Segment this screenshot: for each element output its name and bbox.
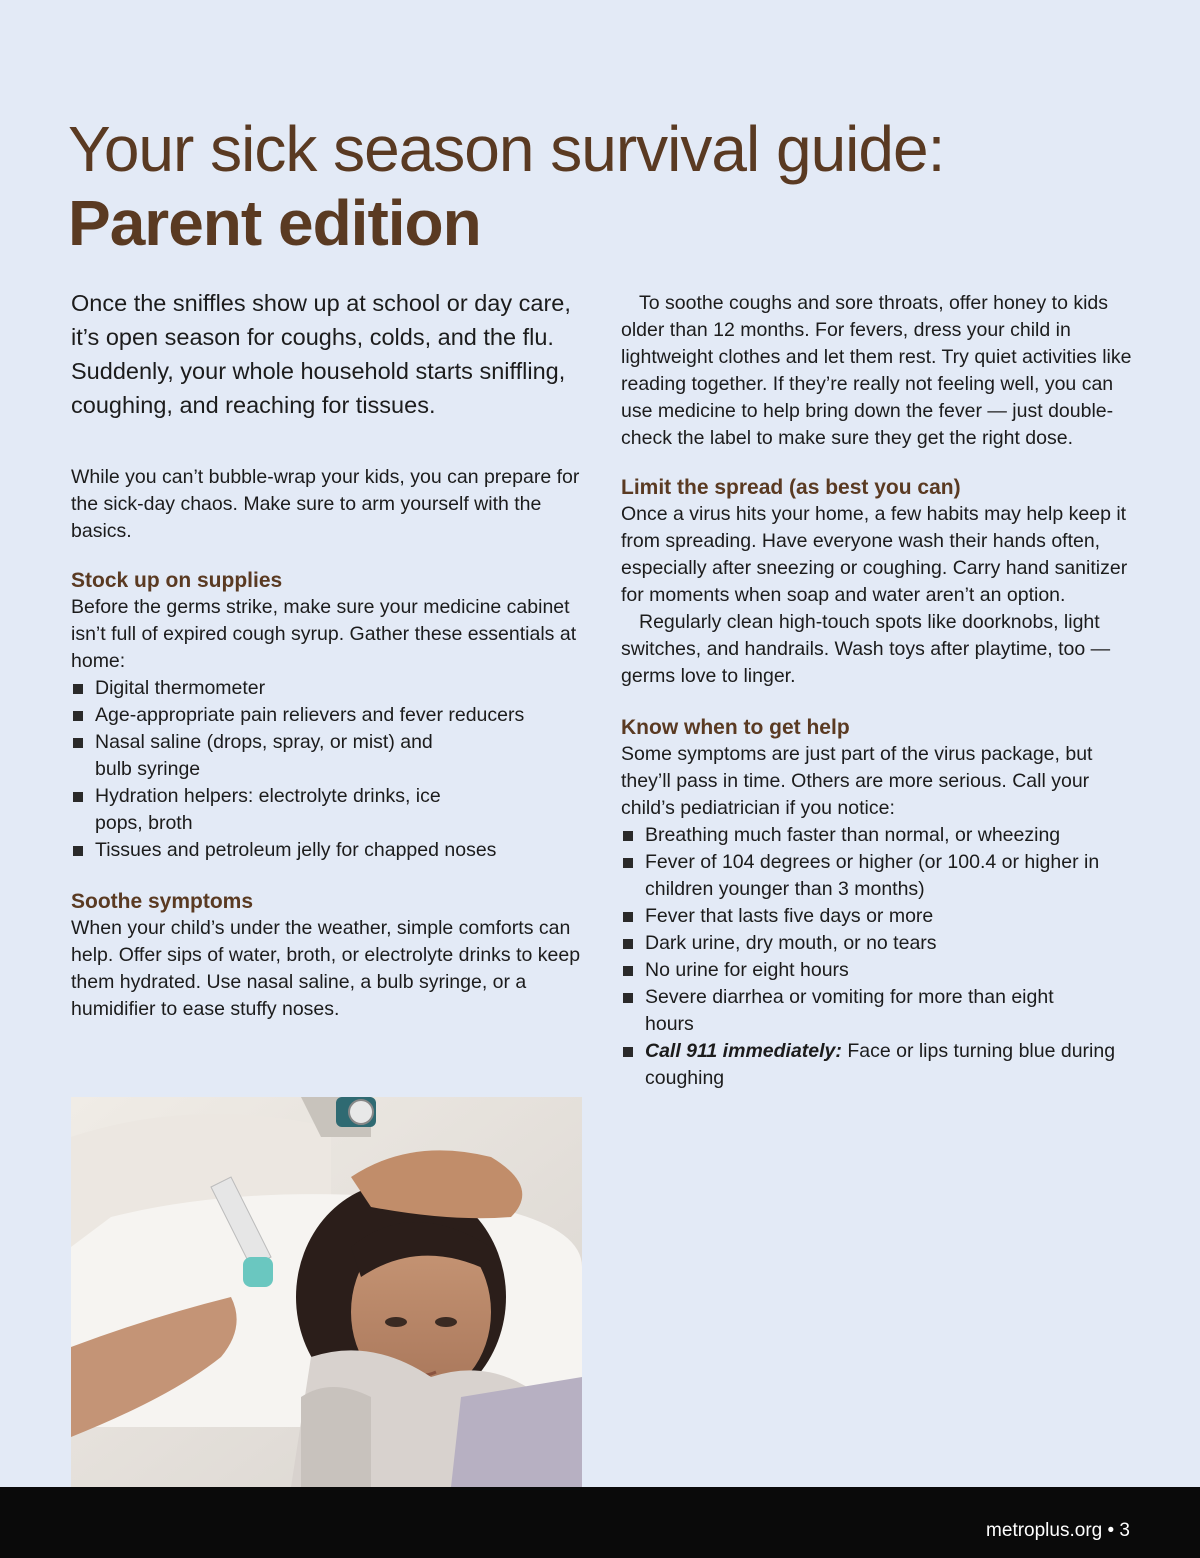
page-title — [68, 112, 1068, 260]
continued-paragraph: To soothe coughs and sore throats, offer honey to kids older than 12 months. For fevers, dress your child in lightweight clothes and let them rest. Try quiet activities like reading together. If they’re really not feeling well, you can use medicine to help bring down the fever — just double-check the label to make sure they get the right dose. — [621, 292, 1132, 449]
list-item: Dark urine, dry mouth, or no tears — [621, 930, 1136, 957]
list-item: Fever of 104 degrees or higher (or 100.4 or higher in children younger than 3 months) — [621, 849, 1136, 903]
stock-text: Before the germs strike, make sure your medicine cabinet isn’t full of expired cough syrup. Gather these essentials at home: — [71, 596, 577, 672]
limit-text-2: Regularly clean high-touch spots like doorknobs, light switches, and handrails. Wash toys after playtime, too — germs love to linger. — [621, 611, 1111, 687]
title-bold: Parent edition — [68, 187, 481, 259]
list-item: No urine for eight hours — [621, 957, 1136, 984]
title-light: Your sick season survival guide: — [68, 113, 945, 185]
emergency-text: Face or lips turning blue during coughing — [645, 1040, 1116, 1089]
footer-page-label: metroplus.org • 3 — [986, 1520, 1130, 1541]
square-bullet-icon — [73, 792, 83, 802]
list-item: Age-appropriate pain relievers and fever reducers — [71, 702, 591, 729]
limit-heading: Limit the spread (as best you can) — [621, 476, 961, 499]
square-bullet-icon — [623, 939, 633, 949]
soothe-text: When your child’s under the weather, simple comforts can help. Offer sips of water, broth, or electrolyte drinks to keep them hydrated. Use nasal saline, a bulb syringe, or a humidifier to ease stuffy noses. — [71, 917, 581, 1020]
square-bullet-icon — [623, 966, 633, 976]
supplies-list — [71, 675, 591, 864]
square-bullet-icon — [623, 1047, 633, 1057]
limit-text-1: Once a virus hits your home, a few habits may help keep it from spreading. Have everyone wash their hands often, especially after sneezing or coughing. Carry hand sanitizer for moments when soap and water aren’t an option. — [621, 503, 1128, 606]
square-bullet-icon — [623, 858, 633, 868]
footer-bar — [0, 1487, 1200, 1558]
help-heading: Know when to get help — [621, 716, 850, 739]
soothe-heading: Soothe symptoms — [71, 890, 254, 913]
child-thermometer-photo — [71, 1097, 582, 1487]
list-item: Digital thermometer — [71, 675, 591, 702]
square-bullet-icon — [73, 846, 83, 856]
list-item: Hydration helpers: electrolyte drinks, ice pops, broth — [71, 783, 591, 837]
square-bullet-icon — [73, 711, 83, 721]
stock-heading: Stock up on supplies — [71, 569, 283, 592]
emergency-label: Call 911 immediately: — [645, 1040, 842, 1062]
square-bullet-icon — [623, 912, 633, 922]
emergency-item — [621, 1038, 1136, 1092]
list-item: Tissues and petroleum jelly for chapped noses — [71, 837, 591, 864]
list-item: Severe diarrhea or vomiting for more than eight hours — [621, 984, 1136, 1038]
list-item: Breathing much faster than normal, or wheezing — [621, 822, 1136, 849]
left-column — [71, 286, 591, 1023]
intro-paragraph: While you can’t bubble-wrap your kids, you can prepare for the sick-day chaos. Make sure to arm yourself with the basics. — [71, 466, 580, 542]
photo-illustration — [71, 1097, 582, 1487]
square-bullet-icon — [623, 831, 633, 841]
right-column — [621, 290, 1136, 1092]
help-text: Some symptoms are just part of the virus package, but they’ll pass in time. Others are more serious. Call your child’s pediatrician if you notice: — [621, 743, 1093, 819]
symptoms-list — [621, 822, 1136, 1092]
square-bullet-icon — [73, 684, 83, 694]
lead-paragraph: Once the sniffles show up at school or day care, it’s open season for coughs, colds, and the flu. Suddenly, your whole household starts sniffling, coughing, and reaching for tissues. — [71, 290, 571, 418]
list-item: Fever that lasts five days or more — [621, 903, 1136, 930]
square-bullet-icon — [623, 993, 633, 1003]
square-bullet-icon — [73, 738, 83, 748]
list-item: Nasal saline (drops, spray, or mist) and bulb syringe — [71, 729, 591, 783]
